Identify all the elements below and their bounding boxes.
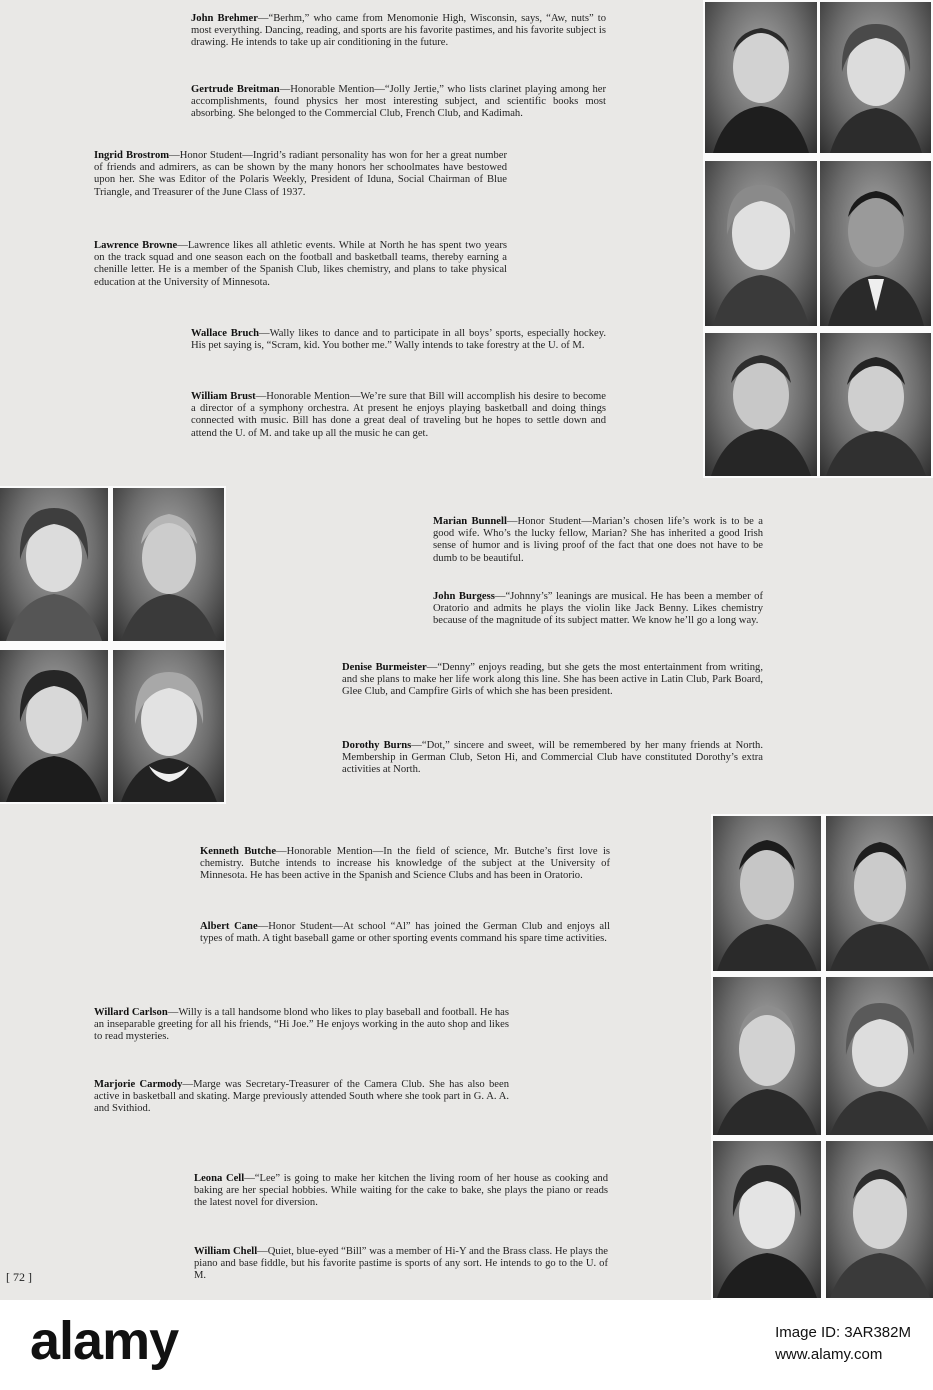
entry-kenneth-butche [200, 846, 610, 883]
entry-willard-carlson [94, 1007, 509, 1044]
entry-name: John Brehmer [191, 13, 258, 24]
portrait-photo [0, 650, 108, 802]
entry-name: Wallace Bruch [191, 328, 259, 339]
portrait-photo [826, 977, 933, 1135]
entry-text: —“Lee” is going to make her kitchen the living room of her house as cooking and baking are her special hobbies. While waiting for the cake to bake, she plays the piano or reads the latest novel for diversion. [194, 1173, 608, 1209]
portrait-photo [113, 488, 224, 641]
portrait-photo [705, 2, 817, 153]
portrait-photo [820, 2, 931, 153]
entry-dorothy-burns [342, 740, 763, 777]
entry-text: —“Dot,” sincere and sweet, will be remembered by her many friends at North. Membership in German Club, Seton Hi, and Commercial Club have constituted Dorothy’s extra activities at North. [342, 740, 763, 776]
entry-albert-cane [200, 921, 610, 945]
entry-text: —Honorable Mention—In the field of science, Mr. Butche’s first love is chemistry. Butche intends to increase his knowledge of the subject at the University of Minnesota. He has been active in the Spanish and Science Clubs and has been in Oratorio. [200, 846, 611, 882]
entry-text: —Lawrence likes all athletic events. While at North he has spent two years on the track squad and one season each on the football and basketball teams, thereby earning a chenille letter. He is a member of the Spanish Club, likes chemistry, and plans to take physical education at the University of Minnesota. [94, 240, 507, 288]
entry-gertrude-breitman [191, 84, 606, 121]
entry-name: Dorothy Burns [342, 740, 412, 751]
watermark-bar [0, 1300, 933, 1390]
entry-john-brehmer [191, 13, 606, 50]
entry-name: Albert Cane [200, 921, 258, 932]
entry-text: —Wally likes to dance and to participate in all boys’ sports, especially hockey. His pet saying is, “Scram, kid. You bother me.” Wally intends to take forestry at the U. of M. [191, 328, 607, 352]
photo-grid-bottom-right [711, 814, 933, 1300]
portrait-photo [113, 650, 224, 802]
alamy-logo: alamy [30, 1311, 179, 1371]
portrait-photo [713, 1141, 821, 1298]
entry-name: Denise Burmeister [342, 662, 427, 673]
entry-ingrid-brostrom [94, 150, 507, 199]
portrait-photo [713, 977, 821, 1135]
entry-text: —Honor Student—Ingrid’s radiant personality has won for her a great number of friends and admirers, as can be shown by the many honors her schoolmates have bestowed upon her. She was Editor of the Polaris Weekly, President of Iduna, Social Chairman of Blue Triangle, and Treasurer of the June Class of 1937. [94, 150, 508, 198]
entry-text: —Willy is a tall handsome blond who likes to play baseball and football. He has an inseparable greeting for all his friends, “Hi Joe.” He enjoys working in the auto shop and likes to read mysteries. [94, 1007, 509, 1043]
entry-denise-burmeister [342, 662, 763, 699]
entry-name: Ingrid Brostrom [94, 150, 170, 161]
entry-text: —Honor Student—At school “Al” has joined the German Club and enjoys all types of math. A tight baseball game or other sporting events command his spare time activities. [200, 921, 610, 945]
portrait-photo [820, 161, 931, 326]
entry-name: Marian Bunnell [433, 516, 507, 527]
portrait-photo [820, 333, 931, 476]
portrait-photo [705, 161, 817, 326]
entry-name: Lawrence Browne [94, 240, 178, 251]
page-number: [ 72 ] [6, 1270, 32, 1284]
entry-marian-bunnell [433, 516, 763, 565]
entry-william-brust [191, 391, 606, 440]
entry-name: William Brust [191, 391, 256, 402]
entry-john-burgess [433, 591, 763, 628]
entry-name: William Chell [194, 1246, 258, 1257]
portrait-photo [713, 816, 821, 971]
entry-text: —“Berhm,” who came from Menomonie High, Wisconsin, says, “Aw, nuts” to most everything. Dancing, reading, and sports are his favorite pastimes, and his favorite subject is drawing. He intends to take up air conditioning in the future. [191, 13, 606, 49]
photo-grid-middle-left [0, 486, 226, 804]
entry-william-chell [194, 1246, 608, 1283]
entry-text: —Honorable Mention—We’re sure that Bill will accomplish his desire to become a director of a symphony orchestra. At present he enjoys playing basketball and doing things connected with music. Bill has done a great deal of traveling but he hopes to settle down and attend the U. of M. and take up all the music he can get. [191, 391, 606, 439]
entry-name: Kenneth Butche [200, 846, 277, 857]
entry-leona-cell [194, 1173, 608, 1210]
entry-wallace-bruch [191, 328, 606, 352]
watermark-info [775, 1322, 911, 1366]
entry-text: —“Denny” enjoys reading, but she gets the most entertainment from writing, and she plans to make her life work along this line. She has been active in Latin Club, Park Board, Glee Club, and Campfire Girls of which she has been president. [342, 662, 763, 698]
entry-name: Willard Carlson [94, 1007, 168, 1018]
portrait-photo [0, 488, 108, 641]
entry-text: —“Johnny’s” leanings are musical. He has been a member of Oratorio and admits he plays the violin like Jack Benny. Likes chemistry because of the magnitude of its subject matter. We know he’ll go a long way. [433, 591, 763, 627]
photo-grid-top-right [703, 0, 933, 478]
entry-lawrence-browne [94, 240, 507, 289]
entry-text: —Quiet, blue-eyed “Bill” was a member of Hi-Y and the Brass class. He plays the piano and base fiddle, but his favorite pastime is sports of any sort. He intends to go to the U. of M. [194, 1246, 609, 1282]
site-url: www.alamy.com [775, 1346, 883, 1363]
entry-name: Gertrude Breitman [191, 84, 280, 95]
entry-name: John Burgess [433, 591, 495, 602]
entry-text: —Honorable Mention—“Jolly Jertie,” who lists clarinet playing among her accomplishments, found physics her most interesting subject, and scientific books most absorbing. She belonged to the Commercial Club, French Club, and Kadimah. [191, 84, 606, 120]
image-id: Image ID: 3AR382M [775, 1324, 911, 1341]
entry-name: Leona Cell [194, 1173, 245, 1184]
entry-text: —Honor Student—Marian’s chosen life’s work is to be a good wife. Who’s the lucky fellow, Marian? She has inherited a good Irish sense of humor and is living proof of the fact that one does not have to be dumb to be beautiful. [433, 516, 763, 564]
portrait-photo [826, 816, 933, 971]
entry-marjorie-carmody [94, 1079, 509, 1116]
entry-name: Marjorie Carmody [94, 1079, 183, 1090]
portrait-photo [826, 1141, 933, 1298]
portrait-photo [705, 333, 817, 476]
entry-text: —Marge was Secretary-Treasurer of the Camera Club. She has also been active in basketball and skating. Marge previously attended South where she took part in G. A. A. and Svithiod. [94, 1079, 510, 1115]
